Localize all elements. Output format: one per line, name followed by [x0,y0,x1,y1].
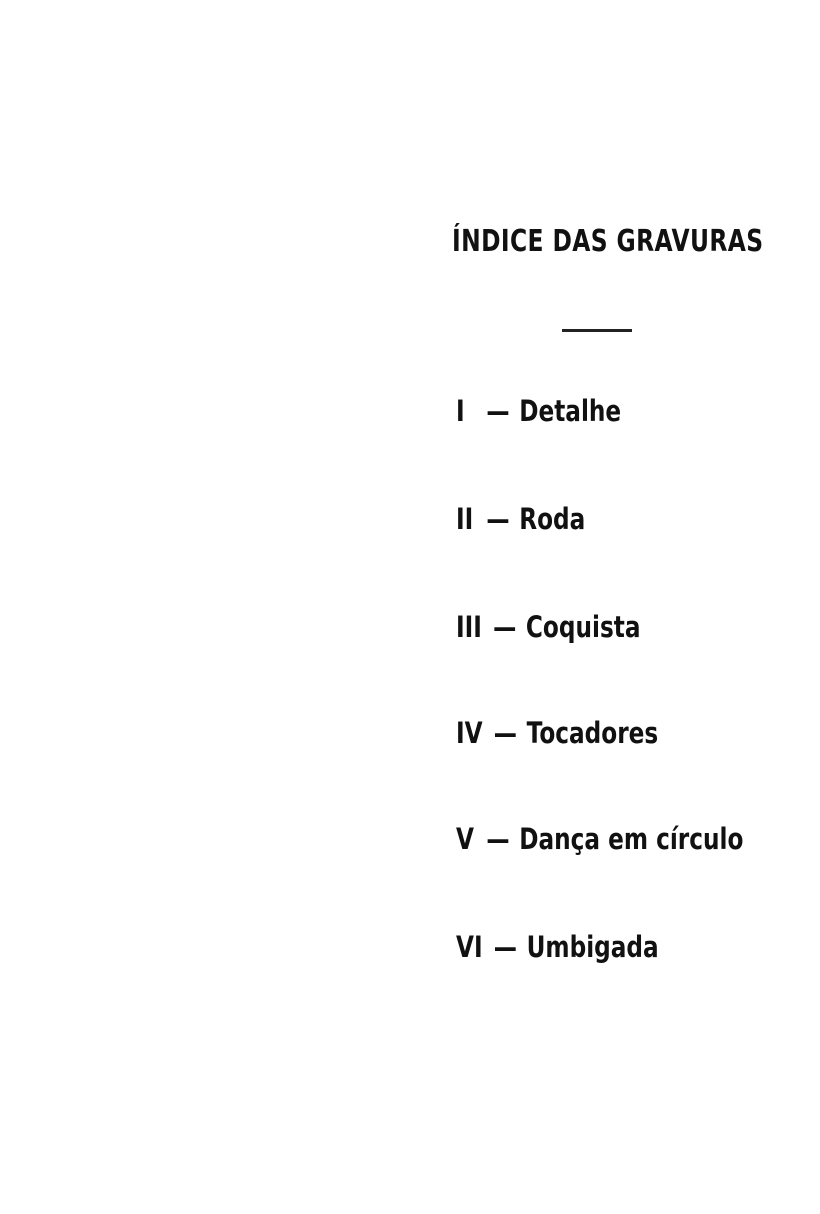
entry-dash: — [486,822,510,856]
entry-dash: — [486,394,510,428]
index-entry-1 [456,394,621,430]
entry-label: Coquista [525,610,641,644]
entry-label: Tocadores [526,716,659,750]
entry-label: Dança em círculo [519,822,744,856]
entry-numeral: II [456,502,474,536]
entry-dash: — [486,502,510,536]
entry-numeral: III [456,610,482,644]
entry-dash: — [493,716,517,750]
index-entry-3 [456,610,641,646]
index-entry-2 [456,502,585,538]
entry-label: Roda [519,502,586,536]
entry-numeral: IV [456,716,483,750]
entry-label: Detalhe [519,394,622,428]
entry-numeral: VI [456,930,483,964]
entry-label: Umbigada [526,930,659,964]
entry-numeral: I [456,394,465,428]
entry-dash: — [493,930,517,964]
page-title: ÍNDICE DAS GRAVURAS [452,224,764,259]
title-divider [562,329,632,332]
index-entry-6 [456,930,659,966]
entry-dash: — [493,610,517,644]
index-entry-5 [456,822,743,858]
entry-numeral: V [456,822,474,856]
index-entry-4 [456,716,658,752]
